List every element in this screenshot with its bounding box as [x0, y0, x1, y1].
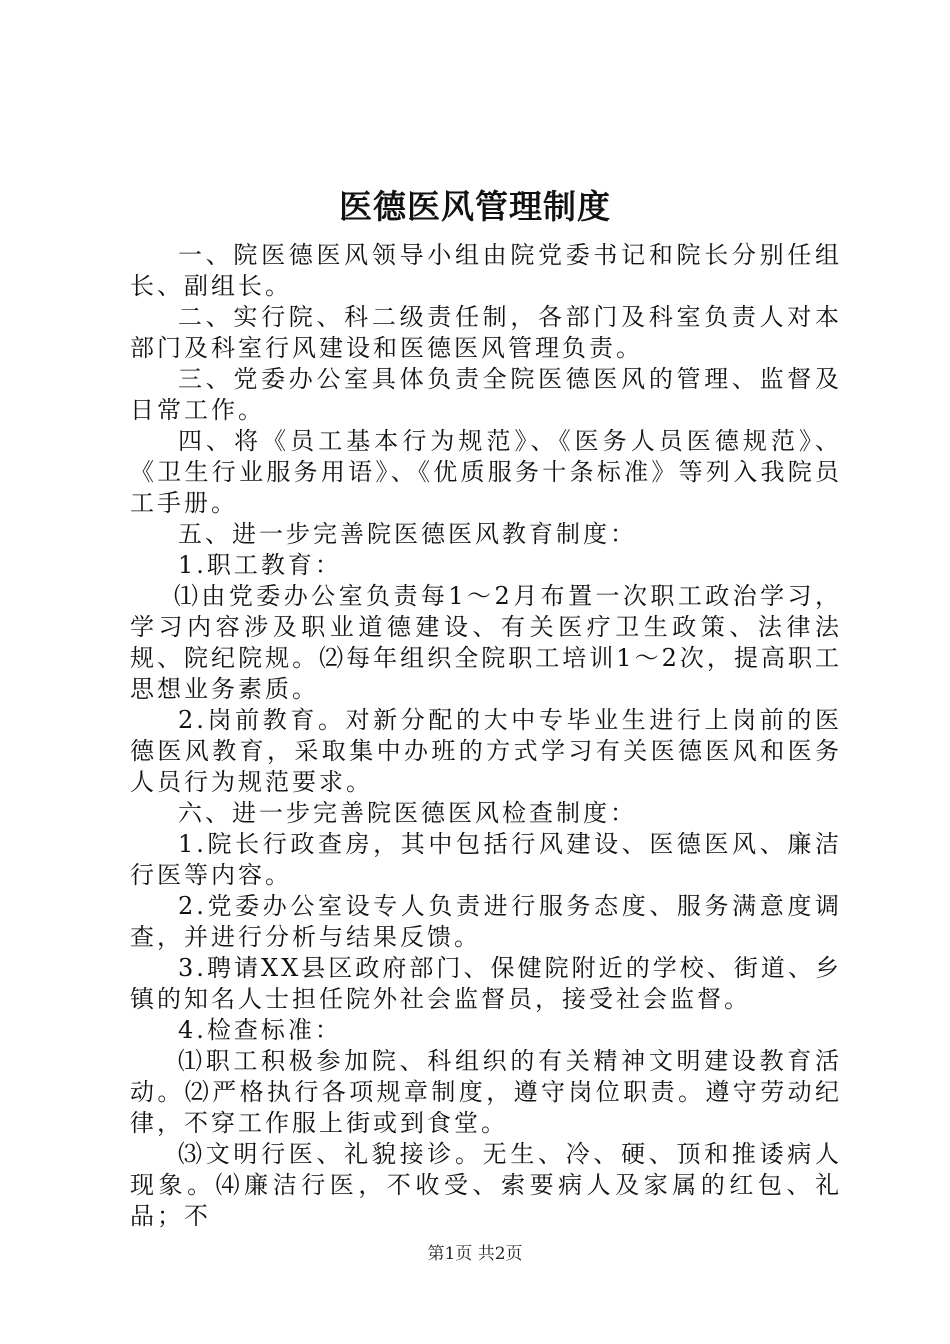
document-title: 医德医风管理制度 — [339, 187, 611, 226]
paragraph-15: ⑶文明行医、礼貌接诊。无生、冷、硬、顶和推诿病人现象。⑷廉洁行医，不收受、索要病人及家属的红包、礼品；不 — [130, 1140, 842, 1230]
paragraph-8: 2.岗前教育。对新分配的大中专毕业生进行上岗前的医德医风教育，采取集中办班的方式学习有关医德医风和医务人员行为规范要求。 — [130, 706, 842, 796]
paragraph-9: 六、进一步完善院医德医风检查制度： — [178, 799, 637, 827]
paragraph-3: 三、党委办公室具体负责全院医德医风的管理、监督及日常工作。 — [130, 365, 842, 424]
paragraph-11: 2.党委办公室设专人负责进行服务态度、服务满意度调查，并进行分析与结果反馈。 — [130, 892, 842, 951]
paragraph-4: 四、将《员工基本行为规范》、《医务人员医德规范》、《卫生行业服务用语》、《优质服务十条标准》等列入我院员工手册。 — [130, 427, 842, 517]
paragraph-13: 4.检查标准： — [178, 1016, 342, 1044]
paragraph-7: ⑴由党委办公室负责每1～2月布置一次职工政治学习，学习内容涉及职业道德建设、有关医疗卫生政策、法律法规、院纪院规。⑵每年组织全院职工培训1～2次，提高职工思想业务素质。 — [130, 582, 842, 703]
page-footer: 第1页 共2页 — [427, 1244, 523, 1264]
paragraph-6: 1.职工教育： — [178, 551, 342, 579]
document-body — [130, 240, 842, 1232]
paragraph-1: 一、院医德医风领导小组由院党委书记和院长分别任组长、副组长。 — [130, 241, 842, 300]
paragraph-14: ⑴职工积极参加院、科组织的有关精神文明建设教育活动。⑵严格执行各项规章制度，遵守岗位职责。遵守劳动纪律，不穿工作服上街或到食堂。 — [130, 1047, 842, 1137]
paragraph-10: 1.院长行政查房，其中包括行风建设、医德医风、廉洁行医等内容。 — [130, 830, 842, 889]
paragraph-12: 3.聘请XX县区政府部门、保健院附近的学校、街道、乡镇的知名人士担任院外社会监督员，接受社会监督。 — [130, 954, 842, 1013]
paragraph-5: 五、进一步完善院医德医风教育制度： — [178, 520, 637, 548]
paragraph-2: 二、实行院、科二级责任制，各部门及科室负责人对本部门及科室行风建设和医德医风管理负责。 — [130, 303, 842, 362]
